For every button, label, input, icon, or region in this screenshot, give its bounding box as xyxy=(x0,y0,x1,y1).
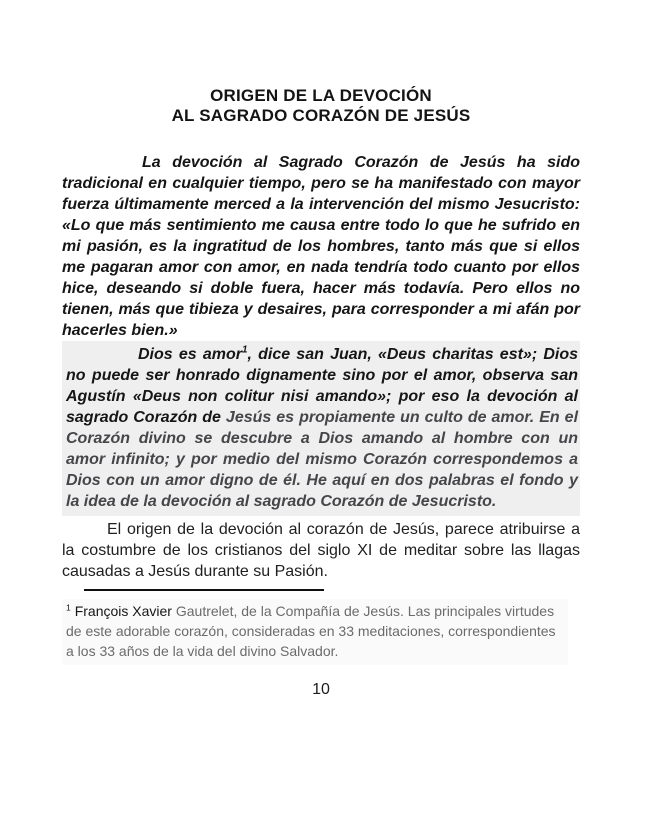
highlighted-quote-paragraph xyxy=(62,341,580,516)
quote-black-text: , dice san Juan, «Deus charitas est»; Dios no puede ser honrado dignamente sino por el amor, observa san Agustín «Deus non colitur nisi amando»; por eso la devoción al sagrado Corazón de xyxy=(66,346,579,426)
footnote-author: François Xavier xyxy=(70,603,176,619)
footnote xyxy=(62,599,568,665)
paragraph-dios-es-amor xyxy=(66,344,578,512)
footnote-divider xyxy=(84,589,324,591)
footnote-number: 1 xyxy=(66,602,71,613)
document-title xyxy=(62,86,580,126)
page-number: 10 xyxy=(312,681,330,698)
quote-gray-text: Jesús es propiamente un culto de amor. En el Corazón divino se descubre a Dios amando al hombre con un amor infinito; y por medio del mismo Corazón correspondemos a Dios con un amor digno de él. He aquí en dos palabras el fondo y la idea de la devoción al sagrado Corazón de Jesucristo. xyxy=(66,409,579,510)
paragraph-devotion-intro: La devoción al Sagrado Corazón de Jesús ha sido tradicional en cualquier tiempo, pero se ha manifestado con mayor fuerza últimamente merced a la intervención del mismo Jesucristo: «Lo que más sentimiento me causa entre todo lo que he sufrido en mi pasión, es la ingratitud de los hombres, tanto más que si ellos me pagaran amor con amor, en nada tendría todo cuanto por ellos hice, deseando si doble fuera, hacer más todavía. Pero ellos no tienen, más que tibieza y desaires, para corresponder a mi afán por hacerles bien.» xyxy=(62,154,580,339)
paragraph-origin: El origen de la devoción al corazón de Jesús, parece atribuirse a la costumbre de los cristianos del siglo XI de meditar sobre las llagas causadas a Jesús durante su Pasión. xyxy=(62,521,580,580)
footnote-reference-mark: 1 xyxy=(241,344,248,356)
title-line-2: AL SAGRADO CORAZÓN DE JESÚS xyxy=(171,106,471,125)
title-line-1: ORIGEN DE LA DEVOCIÓN xyxy=(210,86,432,105)
footnote-text: Gautrelet, de la Compañía de Jesús. Las principales virtudes de este adorable corazón, consideradas en 33 meditaciones, correspondientes a los 33 años de la vida del divino Salvador. xyxy=(66,603,556,659)
quote-lead-text: Dios es amor xyxy=(138,346,242,363)
